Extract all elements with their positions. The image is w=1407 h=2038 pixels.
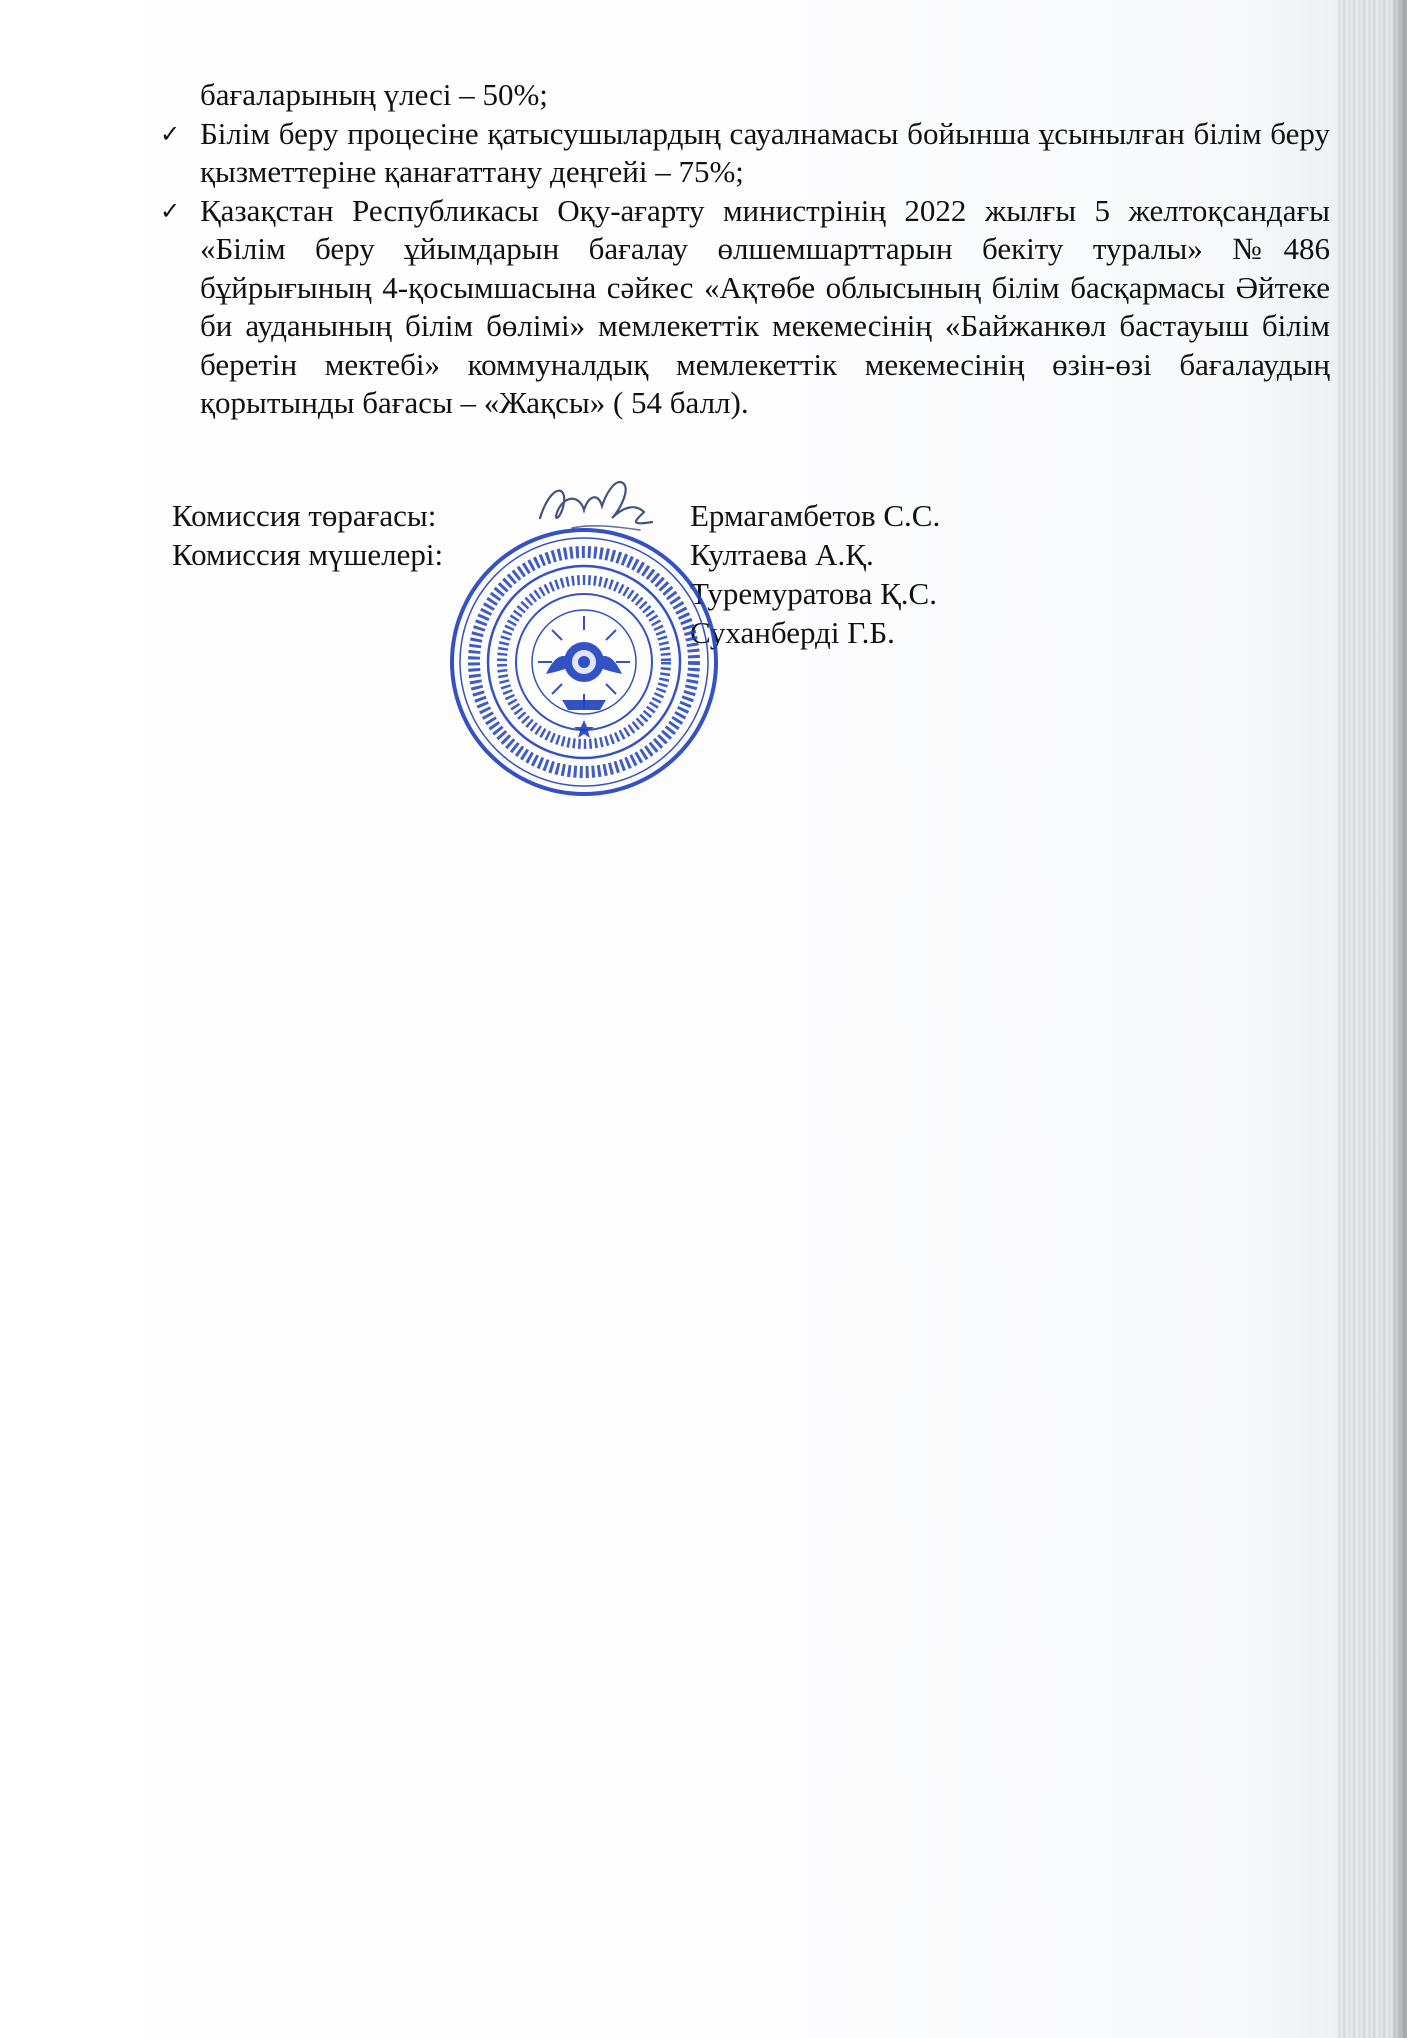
member-name: Туремуратова Қ.С.: [690, 576, 937, 611]
scan-edge-dark: [1393, 0, 1407, 2038]
chair-label: Комиссия төрағасы:: [172, 498, 437, 533]
document-body: [160, 76, 1330, 423]
check-mark-icon: ✓: [160, 196, 181, 225]
official-round-seal-icon: [446, 524, 722, 800]
bullet-text: Қазақстан Республикасы Оқу-ағарту министрінің 2022 жылғы 5 желтоқсандағы «Білім беру ұйымдарын бағалау өлшемшарттарын бекіту туралы» №486 бұйрығының 4-қосымшасына сәйкес «Ақтөбе облысының білім басқармасы Әйтеке би ауданының білім бөлімі» мемлекеттік мекемесінің «Байжанкөл бастауыш білім беретін мектебі» коммуналдық мемлекеттік мекемесінің өзін-өзі бағалаудың қорытынды бағасы – «Жақсы» ( 54 балл).: [200, 192, 1330, 420]
member-name: Суханберді Г.Б.: [690, 615, 895, 650]
check-mark-icon: ✓: [160, 119, 181, 148]
bullet-text: Білім беру процесіне қатысушылардың сауалнамасы бойынша ұсынылған білім беру қызметтеріне қанағаттану деңгейі – 75%;: [200, 115, 1330, 189]
chair-name: Ермагамбетов С.С.: [690, 498, 941, 533]
members-label: Комиссия мүшелері:: [172, 537, 444, 572]
bullet-item-final-grade: [160, 192, 1330, 423]
member-name: Култаева А.Қ.: [690, 537, 874, 572]
handwritten-signature: [532, 466, 662, 546]
continuation-line: бағаларының үлесі – 50%;: [200, 77, 548, 112]
bullet-item-satisfaction: [160, 115, 1330, 192]
